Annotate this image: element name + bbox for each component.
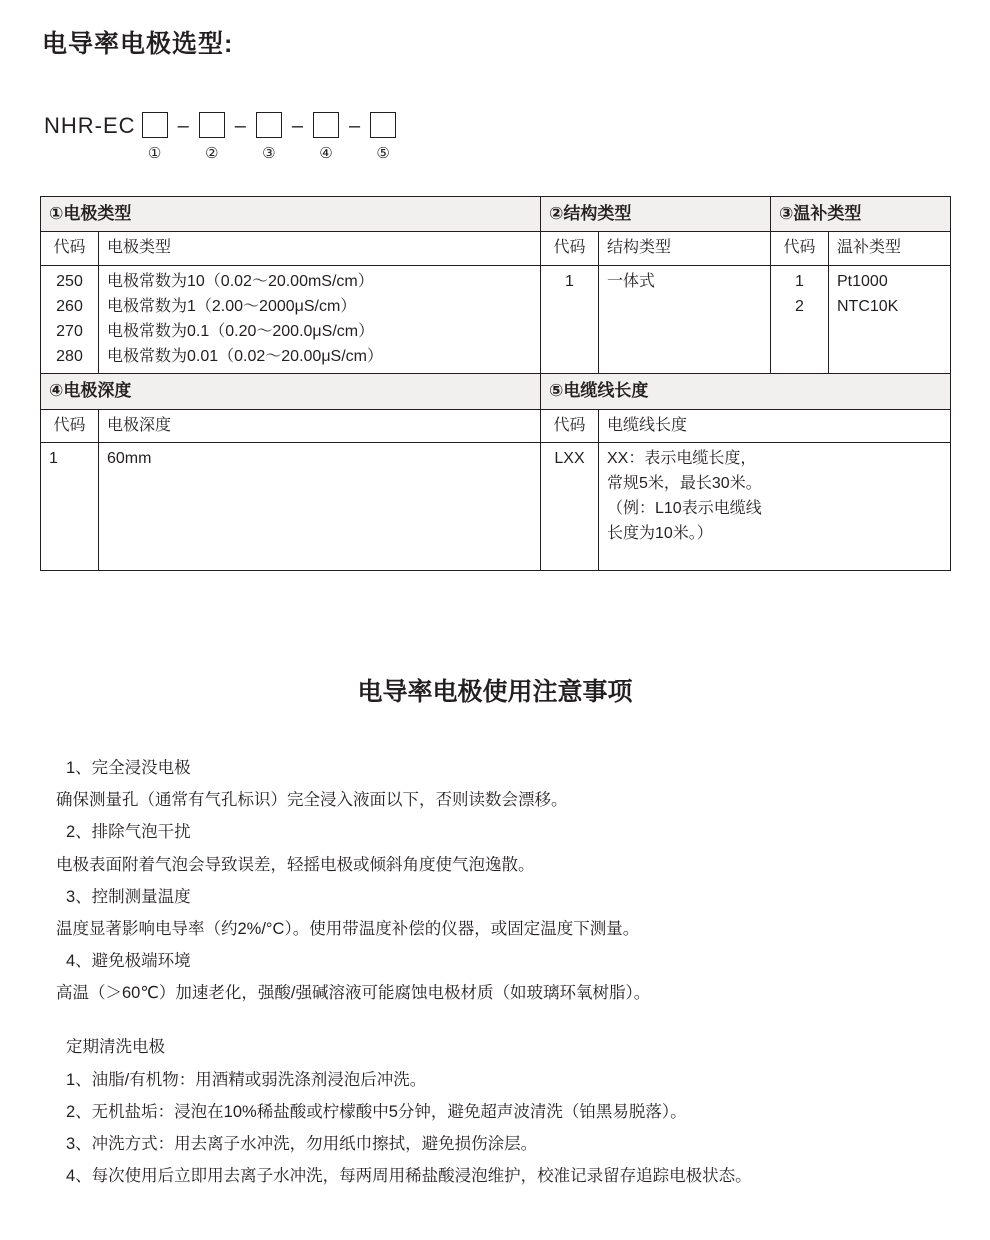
col-name-electrode-type: 电极类型	[99, 232, 541, 266]
electrode-type-name-0: 电极常数为10（0.02～20.00mS/cm）	[107, 273, 374, 291]
table-row	[41, 409, 951, 443]
note-head-4: 4、避免极端环境	[66, 952, 191, 971]
header-cable-length: ⑤电缆线长度	[541, 374, 951, 409]
col-name-electrode-depth: 电极深度	[99, 409, 541, 443]
model-slot-box-4	[313, 112, 339, 138]
electrode-depth-codes	[41, 443, 99, 571]
electrode-depth-names	[99, 443, 541, 571]
electrode-type-codes	[41, 266, 99, 374]
model-separator-1: –	[177, 115, 189, 137]
page-title: 电导率电极选型:	[42, 30, 234, 58]
note-head-3: 3、控制测量温度	[66, 887, 191, 906]
temp-comp-type-name-1: NTC10K	[837, 297, 899, 315]
model-slot-marker-4: ④	[319, 145, 333, 162]
selection-spec-table	[40, 196, 951, 571]
model-slot-4	[311, 108, 341, 161]
cable-length-line-3: （例：L10表示电缆线	[607, 500, 762, 518]
model-slot-marker-1: ①	[147, 145, 162, 162]
model-slot-box-3	[256, 112, 282, 138]
table-row	[41, 374, 951, 409]
model-prefix: NHR-EC	[44, 113, 136, 138]
electrode-type-name-1: 电极常数为1（2.00～2000μS/cm）	[107, 297, 357, 315]
table-row	[41, 197, 951, 232]
cable-length-codes	[541, 443, 599, 571]
cable-length-line-2: 常规5米，最长30米。	[607, 475, 762, 493]
model-slot-5	[368, 108, 398, 161]
note-body-4: 高温（＞60℃）加速老化，强酸/强碱溶液可能腐蚀电极材质（如玻璃环氧树脂）。	[56, 984, 651, 1003]
temp-comp-type-names	[829, 266, 951, 374]
table-row	[41, 232, 951, 266]
cleaning-item-1: 1、油脂/有机物：用酒精或弱洗涤剂浸泡后冲洗。	[66, 1070, 427, 1089]
model-separator-2: –	[234, 115, 246, 137]
cleaning-item-4: 4、每次使用后立即用去离子水冲洗，每两周用稀盐酸浸泡维护，校准记录留存追踪电极状态。	[66, 1167, 752, 1186]
notes-spacer	[56, 1009, 946, 1027]
temp-comp-type-code-0: 1	[795, 273, 804, 291]
header-temp-comp-type: ③温补类型	[771, 197, 951, 232]
electrode-type-names	[99, 266, 541, 374]
col-code-temp-comp-type: 代码	[771, 232, 829, 266]
cable-length-line-1: XX：表示电缆长度，	[607, 450, 757, 468]
note-body-2: 电极表面附着气泡会导致误差，轻摇电极或倾斜角度使气泡逸散。	[56, 855, 535, 874]
cleaning-title: 定期清洗电极	[66, 1038, 165, 1057]
notes-section	[56, 752, 946, 1192]
electrode-type-name-2: 电极常数为0.1（0.20～200.0μS/cm）	[107, 322, 375, 340]
cable-length-description	[599, 443, 951, 571]
electrode-type-name-3: 电极常数为0.01（0.02～20.00μS/cm）	[107, 347, 383, 365]
header-structure-type: ②结构类型	[541, 197, 771, 232]
col-name-structure-type: 结构类型	[599, 232, 771, 266]
model-slot-marker-3: ③	[262, 145, 276, 162]
cleaning-item-2: 2、无机盐垢：浸泡在10%稀盐酸或柠檬酸中5分钟，避免超声波清洗（铂黑易脱落）。	[66, 1102, 687, 1121]
temp-comp-type-code-1: 2	[795, 297, 804, 315]
model-slot-box-1	[142, 112, 168, 138]
temp-comp-type-name-0: Pt1000	[837, 273, 888, 291]
note-head-1: 1、完全浸没电极	[66, 759, 191, 777]
notes-title: 电导率电极使用注意事项	[357, 678, 633, 706]
model-slot-marker-5: ⑤	[376, 145, 390, 162]
model-slot-marker-2: ②	[204, 145, 219, 162]
note-head-2: 2、排除气泡干扰	[66, 823, 191, 842]
electrode-depth-name-0: 60mm	[107, 450, 152, 468]
col-code-electrode-depth: 代码	[41, 409, 99, 443]
col-code-cable-length: 代码	[541, 409, 599, 443]
model-slot-box-5	[370, 112, 396, 138]
note-body-1: 确保测量孔（通常有气孔标识）完全浸入液面以下，否则读数会漂移。	[56, 791, 568, 810]
table-row	[41, 266, 951, 374]
col-name-cable-length: 电缆线长度	[599, 409, 951, 443]
header-electrode-depth: ④电极深度	[41, 374, 541, 409]
col-code-structure-type: 代码	[541, 232, 599, 266]
model-code-builder	[44, 108, 398, 161]
model-separator-3: –	[291, 115, 303, 137]
model-separator-4: –	[348, 115, 361, 137]
structure-type-names	[599, 266, 771, 374]
note-body-3: 温度显著影响电导率（约2%/°C）。使用带温度补偿的仪器，或固定温度下测量。	[56, 919, 640, 938]
table-row	[41, 443, 951, 571]
model-slot-1	[140, 108, 170, 161]
structure-type-name-0: 一体式	[607, 273, 656, 291]
cleaning-item-3: 3、冲洗方式：用去离子水冲洗，勿用纸巾擦拭，避免损伤涂层。	[66, 1134, 538, 1153]
structure-type-code-0: 1	[565, 273, 574, 291]
cable-length-line-4: 长度为10米。）	[607, 524, 713, 542]
electrode-type-code-2: 270	[56, 322, 83, 340]
electrode-type-code-1: 260	[56, 297, 83, 315]
model-slot-box-2	[199, 112, 225, 138]
electrode-type-code-3: 280	[56, 347, 83, 365]
col-code-electrode-type: 代码	[41, 232, 99, 266]
structure-type-codes	[541, 266, 599, 374]
header-electrode-type: ①电极类型	[41, 197, 541, 232]
cable-length-code-0: LXX	[554, 450, 585, 468]
electrode-type-code-0: 250	[56, 273, 83, 291]
model-slot-2	[197, 108, 227, 161]
model-slot-3	[254, 108, 284, 161]
temp-comp-type-codes	[771, 266, 829, 374]
electrode-depth-code-0: 1	[49, 450, 58, 468]
col-name-temp-comp-type: 温补类型	[829, 232, 951, 266]
